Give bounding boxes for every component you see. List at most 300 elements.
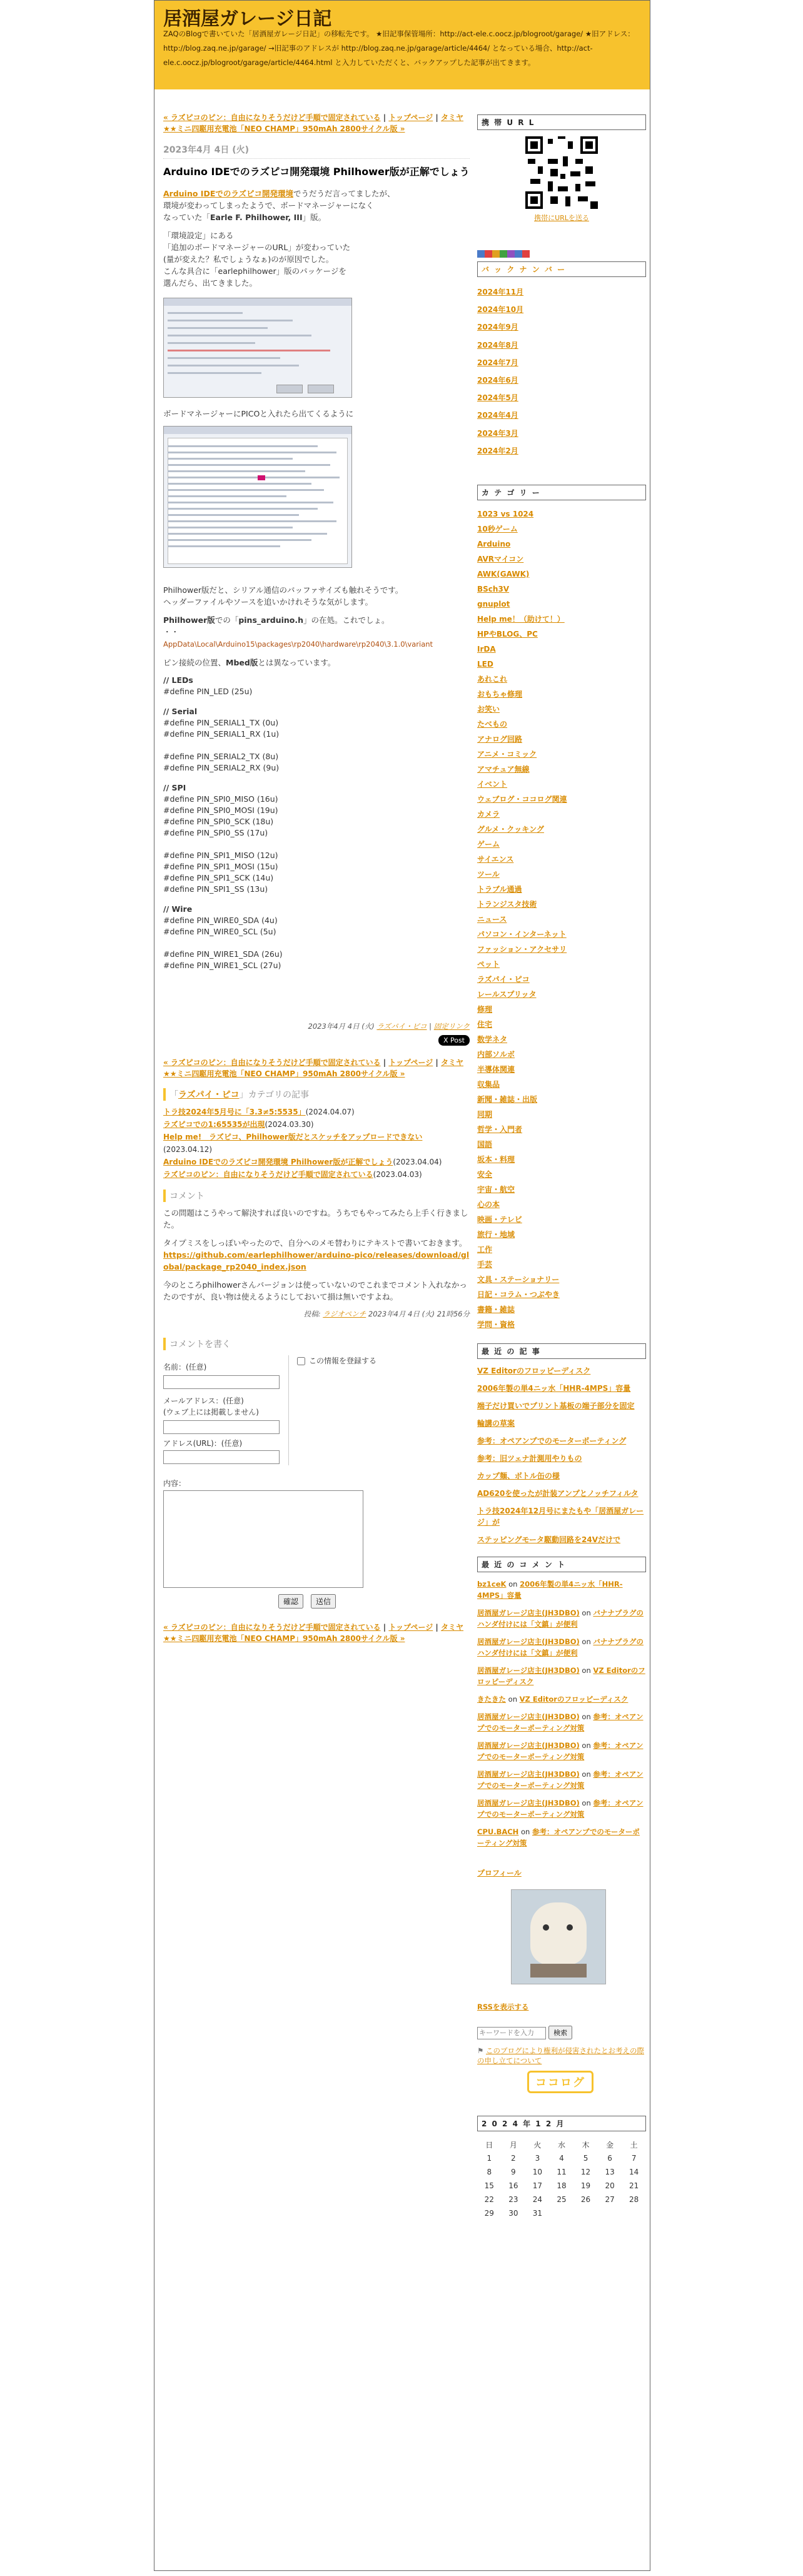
backnumber-item (477, 283, 646, 301)
category-link[interactable]: 国語 (477, 1140, 493, 1149)
recent-comment-author[interactable]: 居酒屋ガレージ店主(JH3DBO) (477, 1799, 580, 1808)
category-link[interactable]: 学問・資格 (477, 1320, 515, 1330)
prev-entry-link[interactable]: « ラズピコのピン：自由になりそうだけど手順で固定されている (163, 113, 381, 122)
recent-comment-on: on (579, 1712, 593, 1722)
category-article-link[interactable]: トラ技2024年5月号に「3.3≠5:5535」 (163, 1108, 306, 1116)
backnumber-link[interactable]: 2024年5月 (477, 393, 518, 403)
text: 「 (169, 1090, 178, 1100)
category-link[interactable]: 数学ネタ (477, 1035, 508, 1044)
nav-separator: | (433, 113, 441, 122)
next-entry-link[interactable]: タミヤ★★ミニ四駆用充電池「NEO CHAMP」950mAh 2800サイクル版 » (163, 113, 464, 133)
nav-separator: | (380, 113, 389, 122)
category-item (477, 912, 646, 927)
pin-define-line: #define PIN_WIRE0_SCL (5u) (163, 927, 276, 936)
backnumber-link[interactable]: 2024年10月 (477, 305, 524, 315)
pin-group-heading: // LEDs (163, 675, 193, 685)
category-link[interactable]: 旅行・地域 (477, 1230, 515, 1240)
category-link[interactable]: BSch3V (477, 585, 510, 594)
next-entry-link[interactable]: タミヤ★★ミニ四駆用充電池「NEO CHAMP」950mAh 2800サイクル版 » (163, 1058, 464, 1078)
nav-separator: | (380, 1058, 389, 1067)
category-link[interactable]: 同期 (477, 1110, 493, 1119)
category-item (477, 762, 646, 777)
recent-entry-link[interactable]: 端子だけ買いでプリント基板の端子部分を固定 (477, 1402, 635, 1411)
prev-entry-link[interactable]: « ラズピコのピン：自由になりそうだけど手順で固定されている (163, 1058, 381, 1067)
category-link[interactable]: 心の本 (477, 1200, 500, 1210)
calendar-day: 5 (583, 2154, 588, 2163)
recent-comment-author[interactable]: 居酒屋ガレージ店主(JH3DBO) (477, 1741, 580, 1750)
recent-comments-heading: 最 近 の コ メ ン ト (477, 1557, 646, 1572)
recent-comment-author[interactable]: bz1ceK (477, 1580, 507, 1589)
calendar-day (550, 2206, 574, 2220)
recent-comment-author[interactable]: CPU.BACH (477, 1827, 519, 1837)
recent-entry-link[interactable]: VZ Editorのフロッピーディスク (477, 1366, 591, 1376)
pin-define-line: #define PIN_SPI1_SS (13u) (163, 884, 268, 894)
recent-comment-on: on (518, 1827, 532, 1837)
category-link[interactable]: ニュース (477, 915, 507, 924)
main-column (163, 112, 470, 1644)
category-link[interactable]: Help me！（助けて！） (477, 615, 565, 624)
category-article-item (163, 1168, 470, 1181)
pin-define-group (163, 904, 470, 971)
category-link[interactable]: 新聞・雑誌・出版 (477, 1095, 538, 1104)
entry-date: 2023年4月 4日 (火) (163, 139, 470, 159)
search-button[interactable]: 検索 (548, 2026, 572, 2039)
recent-entry-item (477, 1534, 646, 1545)
recent-entry-link[interactable]: トラ技2024年12月号にまたもや「居酒屋ガレージ」が (477, 1507, 644, 1527)
calendar-day (598, 2206, 622, 2220)
backnumber-list (477, 283, 646, 460)
recent-entry-link[interactable]: 参考：旧ツェナ計測用やりもの (477, 1454, 582, 1463)
pin-define-line: #define PIN_SERIAL1_RX (1u) (163, 729, 280, 739)
content-textarea[interactable] (163, 1490, 363, 1588)
category-link[interactable]: カメラ (477, 810, 500, 819)
category-link[interactable]: 住宅 (477, 1020, 493, 1029)
recent-entry-link[interactable]: ステッピングモータ駆動回路を24Vだけで (477, 1535, 621, 1545)
backnumber-item (477, 407, 646, 424)
category-item (477, 672, 646, 687)
category-item (477, 1182, 646, 1197)
pin-define-line: #define PIN_SPI1_SCK (14u) (163, 873, 274, 882)
category-link[interactable]: 収集品 (477, 1080, 500, 1089)
cocolog-logo[interactable]: ココログ (527, 2071, 593, 2093)
text: 」版。 (302, 213, 326, 222)
calendar-day: 28 (629, 2195, 639, 2205)
text: 「追加のボードマネージャーのURL」が変わっていた (163, 243, 351, 252)
text: ・・ (163, 627, 179, 637)
backnumber-link[interactable]: 2024年4月 (477, 411, 518, 420)
category-articles-list (163, 1106, 470, 1181)
permalink-link[interactable]: 固定リンク (433, 1022, 470, 1031)
calendar-day: 19 (580, 2181, 591, 2191)
blog-title[interactable]: 居酒屋ガレージ日記 (163, 8, 332, 30)
category-link[interactable]: 哲学・入門者 (477, 1125, 523, 1134)
category-link[interactable]: AWK(GAWK) (477, 570, 530, 579)
backnumber-item (477, 301, 646, 318)
category-item (477, 927, 646, 942)
sidebar (477, 101, 646, 2220)
qr-code-icon (525, 136, 598, 209)
calendar-day (622, 2206, 646, 2220)
submit-button[interactable]: 送信 (311, 1594, 336, 1609)
category-item (477, 957, 646, 972)
comment-date: 2023年4月 4日 (火) 21時56分 (368, 1310, 470, 1318)
category-list (477, 507, 646, 1332)
calendar-heading: 2 0 2 4 年 1 2 月 (477, 2116, 646, 2131)
top-page-link[interactable]: トップページ (388, 1623, 433, 1632)
recent-comment-author[interactable]: 居酒屋ガレージ店主(JH3DBO) (477, 1637, 580, 1647)
recent-comment-entry-link[interactable]: 参考：オペアンプでのモーターポーティング対策 (477, 1799, 644, 1819)
text: 環境が変わってしまったようで、ボードマネージャーになく (163, 201, 374, 210)
prev-entry-link[interactable]: « ラズピコのピン：自由になりそうだけど手順で固定されている (163, 1623, 381, 1632)
category-item (477, 1272, 646, 1287)
calendar (477, 2138, 646, 2220)
recent-comment-item (477, 1694, 646, 1705)
recent-comment-item (477, 1797, 646, 1820)
entry-footer (163, 1021, 470, 1031)
category-item (477, 1092, 646, 1107)
recent-comment-entry-link[interactable]: 参考：オペアンプでのモーターポーティング対策 (477, 1827, 640, 1848)
category-article-item (163, 1106, 470, 1118)
calendar-day: 4 (559, 2154, 564, 2163)
recent-comment-on: on (579, 1741, 593, 1750)
category-link[interactable]: 書籍・雑誌 (477, 1305, 515, 1315)
text: 「環境設定」にある (163, 231, 234, 240)
content-label: 内容： (163, 1479, 186, 1488)
calendar-weekday: 火 (533, 2140, 542, 2149)
recent-comment-author[interactable]: 居酒屋ガレージ店主(JH3DBO) (477, 1609, 580, 1618)
category-link[interactable]: 映画・テレビ (477, 1215, 522, 1225)
calendar-day: 12 (580, 2168, 591, 2177)
send-mobile-url-link[interactable]: 携帯にURLを送る (534, 214, 589, 222)
recent-entry-item (477, 1418, 646, 1429)
calendar-day: 21 (629, 2181, 639, 2191)
calendar-day: 11 (557, 2168, 567, 2177)
category-link[interactable]: ラズパイ・ピコ (477, 975, 530, 984)
category-link[interactable]: 1023 vs 1024 (477, 510, 534, 519)
calendar-day: 29 (484, 2209, 494, 2218)
board-manager-screenshot[interactable] (163, 426, 352, 568)
pin-define-line: #define PIN_SPI0_MOSI (19u) (163, 806, 278, 815)
text: でうだうだ言ってましたが、 (293, 189, 395, 198)
pin-define-group (163, 782, 470, 895)
category-item (477, 717, 646, 732)
calendar-weekday: 月 (509, 2140, 517, 2149)
backnumber-item (477, 442, 646, 460)
text: ピン接続の位置、 (163, 658, 226, 667)
calendar-day: 25 (557, 2195, 567, 2205)
category-item (477, 1302, 646, 1317)
preferences-screenshot[interactable] (163, 298, 352, 398)
category-link[interactable]: 宇宙・航空 (477, 1185, 515, 1195)
category-link[interactable]: AVRマイコン (477, 555, 524, 564)
backnumber-link[interactable]: 2024年8月 (477, 340, 518, 350)
recent-entry-item (477, 1470, 646, 1482)
category-link[interactable]: ゲーム (477, 840, 500, 849)
backnumber-link[interactable]: 2024年11月 (477, 288, 524, 296)
search-input[interactable] (477, 2027, 546, 2039)
category-item (477, 1002, 646, 1017)
category-link[interactable]: グルメ・クッキング (477, 825, 544, 834)
category-item (477, 867, 646, 882)
recent-comment-item (477, 1711, 646, 1734)
entry-category-link[interactable]: ラズパイ・ピコ (376, 1022, 427, 1031)
recent-entry-link[interactable]: 輪講の草案 (477, 1419, 515, 1428)
pin-group-heading: // Wire (163, 904, 193, 914)
category-link[interactable]: 工作 (477, 1245, 493, 1255)
category-item (477, 1317, 646, 1332)
recent-comment-entry-link[interactable]: 参考：オペアンプでのモーターポーティング対策 (477, 1712, 644, 1733)
category-link[interactable]: あれこれ (477, 675, 508, 684)
pin-define-line: #define PIN_SERIAL1_TX (0u) (163, 718, 279, 727)
category-item (477, 1137, 646, 1152)
profile-photo[interactable] (511, 1889, 606, 1984)
email-note: (ウェブ上には掲載しません) (163, 1408, 259, 1417)
email-input[interactable] (163, 1420, 280, 1434)
category-item (477, 1287, 646, 1302)
x-post-button[interactable]: X Post (438, 1035, 470, 1046)
recent-entry-link[interactable]: 2006年製の単4ニッ水「HHR-4MPS」容量 (477, 1384, 631, 1393)
calendar-week (477, 2193, 646, 2206)
category-link[interactable]: ツール (477, 870, 500, 879)
entry-body (163, 188, 470, 1046)
calendar-day: 31 (532, 2209, 543, 2218)
entry-nav-top (163, 112, 470, 134)
nav-separator: | (380, 1623, 389, 1632)
calendar-weekday: 金 (606, 2140, 614, 2149)
url-label: アドレス(URL)：(任意) (163, 1439, 243, 1448)
remember-info (297, 1355, 376, 1366)
category-item (477, 987, 646, 1002)
recent-comment-entry-link[interactable]: 参考：オペアンプでのモーターポーティング対策 (477, 1741, 644, 1762)
calendar-day: 27 (605, 2195, 615, 2205)
recent-comment-on: on (579, 1799, 593, 1808)
recent-comment-entry-link[interactable]: 参考：オペアンプでのモーターポーティング対策 (477, 1770, 644, 1791)
category-item (477, 552, 646, 567)
recent-entry-link[interactable]: AD620を使ったが計装アンプとノッチフィルタ (477, 1489, 639, 1498)
blog-description: ZAQのBlogで書いていた「居酒屋ガレージ日記」の移転先です。 ★旧記事保管場所：http://act-ele.c.oocz.jp/blogroot/garage/ ★旧アドレス：http://blog.zaq.ne.jp/garage/ →旧記事のアドレスが http://blog.zaq.ne.jp/garage/article/4464/ となっている場合、http://act-ele.c.oocz.jp/blogroot/garage/article/4464.html と入力していただくと、バックアップした記事が出てきます。 (163, 29, 635, 67)
category-link[interactable]: アマチュア無線 (477, 765, 530, 774)
category-link[interactable]: 日記・コラム・つぶやき (477, 1290, 560, 1300)
profile-link[interactable]: プロフィール (477, 1869, 522, 1878)
calendar-day: 3 (535, 2154, 540, 2163)
category-link[interactable]: お笑い (477, 705, 500, 714)
rss-link[interactable]: RSSを表示する (477, 2003, 529, 2012)
category-article-date: (2023.04.03) (373, 1170, 422, 1179)
category-item (477, 1107, 646, 1122)
category-link[interactable]: 内部ソルボ (477, 1050, 515, 1059)
recent-comment-entry-link[interactable]: 2006年製の単4ニッ水「HHR-4MPS」容量 (477, 1580, 623, 1600)
recent-comment-item (477, 1740, 646, 1762)
category-link[interactable]: ファッション・アクセサリ (477, 945, 567, 954)
category-article-link[interactable]: Arduino IDEでのラズピコ開発環境 Philhower版が正解でしょう (163, 1158, 393, 1166)
top-page-link[interactable]: トップページ (388, 1058, 433, 1067)
pin-define-line: #define PIN_LED (25u) (163, 687, 253, 696)
text: とは異なっています。 (258, 658, 336, 667)
commenter-link[interactable]: ラジオペンチ (323, 1310, 366, 1318)
category-article-link[interactable]: ラズピコでの1:65535が出現 (163, 1120, 265, 1129)
text: なっていた「 (163, 213, 211, 222)
calendar-day: 30 (508, 2209, 518, 2218)
category-article-date: (2024.03.30) (265, 1120, 314, 1129)
pin-define-line (163, 740, 470, 751)
report-icon: ⚑ (477, 2046, 484, 2056)
category-link[interactable]: たべもの (477, 720, 508, 729)
next-entry-link[interactable]: タミヤ★★ミニ四駆用充電池「NEO CHAMP」950mAh 2800サイクル版 » (163, 1623, 464, 1643)
recent-entry-link[interactable]: 参考：オペアンプでのモーターポーティング (477, 1437, 627, 1446)
calendar-day: 1 (487, 2154, 492, 2163)
category-link[interactable]: サイエンス (477, 855, 514, 864)
text: 」カテゴリの記事 (239, 1090, 310, 1100)
comment-text: 今のところphilhowerさんバージョンは使っていないのでこれまでコメント入れなかったのですが、良い物は使えるようにしておいて損は無いですよね。 (163, 1280, 467, 1301)
calendar-day: 18 (557, 2181, 567, 2191)
text: 選んだら、出てきました。 (163, 278, 258, 288)
recent-comment-author[interactable]: 居酒屋ガレージ店主(JH3DBO) (477, 1666, 580, 1675)
category-item (477, 567, 646, 582)
category-item (477, 597, 646, 612)
category-link[interactable]: レールスプリッタ (477, 990, 537, 999)
report-link[interactable]: このブログにより権利が侵害されたとお考えの際の申し立てについて (477, 2046, 644, 2066)
comments-heading: コメント (163, 1190, 470, 1202)
category-item (477, 882, 646, 897)
category-link[interactable]: ウェブログ・ココログ関連 (477, 795, 567, 804)
category-link[interactable]: 修理 (477, 1005, 493, 1014)
mobile-url-heading: 携 帯 U R L (477, 114, 646, 130)
pin-define-line: #define PIN_SPI1_MOSI (15u) (163, 862, 278, 871)
nav-separator: | (433, 1058, 441, 1067)
backnumber-link[interactable]: 2024年3月 (477, 428, 518, 438)
calendar-day (573, 2206, 598, 2220)
recent-comment-entry-link[interactable]: バナナプラグのハンダ付けには「文鎮」が便利 (477, 1609, 644, 1629)
recent-entry-link[interactable]: カップ麺、ボトル缶の様 (477, 1472, 560, 1481)
category-item (477, 897, 646, 912)
category-item (477, 687, 646, 702)
calendar-day: 9 (511, 2168, 516, 2177)
category-link[interactable]: HPやBLOG、PC (477, 630, 538, 639)
backnumber-link[interactable]: 2024年6月 (477, 376, 518, 385)
category-item (477, 1122, 646, 1137)
recent-comment-author[interactable]: きたきた (477, 1695, 506, 1704)
pin-define-group (163, 675, 470, 697)
category-article-link[interactable]: ラズピコのピン：自由になりそうだけど手順で固定されている (163, 1170, 373, 1179)
remember-checkbox[interactable] (297, 1357, 305, 1365)
calendar-day: 24 (532, 2195, 543, 2205)
category-link[interactable]: IrDA (477, 645, 496, 654)
calendar-weekday: 木 (582, 2140, 590, 2149)
category-link[interactable]: ペット (477, 960, 500, 969)
text: 投稿: (303, 1310, 321, 1318)
comment-url-link[interactable]: https://github.com/earlephilhower/arduino-pico/releases/download/global/package_rp2040_index.json (163, 1250, 470, 1271)
category-article-link[interactable]: Help me! ラズピコ、Philhower版だとスケッチをアップロードできない (163, 1133, 423, 1141)
calendar-day: 23 (508, 2195, 518, 2205)
recent-comment-entry-link[interactable]: VZ Editorのフロッピーディスク (477, 1666, 645, 1687)
text-bold: Philhower版 (163, 615, 215, 625)
category-link[interactable]: 手芸 (477, 1260, 493, 1270)
related-entry-link[interactable]: Arduino IDEでのラズピコ開発環境 (163, 189, 293, 198)
category-link[interactable]: トランジスタ技術 (477, 900, 537, 909)
category-link[interactable]: Arduino (477, 540, 511, 549)
recent-comment-entry-link[interactable]: バナナプラグのハンダ付けには「文鎮」が便利 (477, 1637, 644, 1658)
category-articles-heading (163, 1088, 470, 1101)
category-item (477, 627, 646, 642)
text: Philhower版だと、シリアル通信のバッファサイズも触れそうです。 (163, 585, 403, 595)
recent-entry-item (477, 1400, 646, 1412)
category-item (477, 537, 646, 552)
recent-entry-item (477, 1383, 646, 1394)
backnumber-item (477, 336, 646, 354)
category-link[interactable]: パソコン・インターネット (477, 930, 567, 939)
pin-define-line: #define PIN_WIRE0_SDA (4u) (163, 916, 278, 925)
text-bold: pins_arduino.h (238, 615, 304, 625)
pin-group-heading: // SPI (163, 783, 186, 792)
recent-comment-author[interactable]: 居酒屋ガレージ店主(JH3DBO) (477, 1770, 580, 1779)
category-link[interactable]: イベント (477, 780, 508, 789)
category-link[interactable]: 坂本・料理 (477, 1155, 515, 1164)
recent-comments-list (477, 1578, 646, 1849)
calendar-week (477, 2179, 646, 2193)
category-link[interactable]: ラズパイ・ピコ (178, 1090, 240, 1100)
calendar-day: 14 (629, 2168, 639, 2177)
backnumber-item (477, 371, 646, 389)
calendar-day: 22 (484, 2195, 494, 2205)
calendar-weekday: 土 (630, 2140, 638, 2149)
backnumber-link[interactable]: 2024年2月 (477, 446, 518, 455)
category-link[interactable]: アニメ・コミック (477, 750, 537, 759)
category-link[interactable]: トラブル通過 (477, 885, 522, 894)
recent-comment-on: on (579, 1637, 593, 1647)
confirm-button[interactable]: 確認 (278, 1594, 303, 1609)
category-link[interactable]: 安全 (477, 1170, 493, 1179)
recent-comment-on: on (506, 1695, 520, 1704)
recent-comment-entry-link[interactable]: VZ Editorのフロッピーディスク (519, 1695, 629, 1704)
category-article-date: (2024.04.07) (305, 1108, 355, 1116)
category-link[interactable]: 文具・ステーショナリー (477, 1275, 560, 1285)
backnumber-link[interactable]: 2024年9月 (477, 323, 518, 332)
calendar-day: 6 (607, 2154, 612, 2163)
category-item (477, 702, 646, 717)
recent-comment-item (477, 1578, 646, 1601)
recent-comment-on: on (579, 1666, 593, 1675)
name-input[interactable] (163, 1375, 280, 1389)
calendar-day: 7 (631, 2154, 637, 2163)
comment-form-heading: コメントを書く (163, 1338, 470, 1350)
recent-comment-on: on (579, 1770, 593, 1779)
category-link[interactable]: LED (477, 660, 493, 669)
top-page-link[interactable]: トップページ (388, 113, 433, 122)
category-article-item (163, 1131, 470, 1156)
backnumber-link[interactable]: 2024年7月 (477, 358, 518, 367)
category-link[interactable]: アナログ回路 (477, 735, 523, 744)
category-link[interactable]: おもちゃ修理 (477, 690, 523, 699)
category-link[interactable]: gnuplot (477, 600, 510, 609)
recent-comment-author[interactable]: 居酒屋ガレージ店主(JH3DBO) (477, 1712, 580, 1722)
pin-define-list (163, 675, 470, 971)
calendar-week (477, 2206, 646, 2220)
recent-comment-item (477, 1826, 646, 1849)
entry-nav-middle (163, 1057, 470, 1079)
recent-comment-item (477, 1665, 646, 1687)
calendar-week (477, 2151, 646, 2165)
variant-path: AppData\Local\Arduino15\packages\rp2040\hardware\rp2040\3.1.0\variant (163, 640, 433, 649)
category-link[interactable]: 半導体関連 (477, 1065, 515, 1074)
recent-entry-item (477, 1435, 646, 1447)
category-item (477, 1167, 646, 1182)
category-item (477, 807, 646, 822)
pin-define-line: #define PIN_WIRE1_SCL (27u) (163, 961, 281, 970)
category-item (477, 657, 646, 672)
category-link[interactable]: 10秒ゲーム (477, 525, 518, 534)
url-input[interactable] (163, 1450, 280, 1464)
category-item (477, 642, 646, 657)
